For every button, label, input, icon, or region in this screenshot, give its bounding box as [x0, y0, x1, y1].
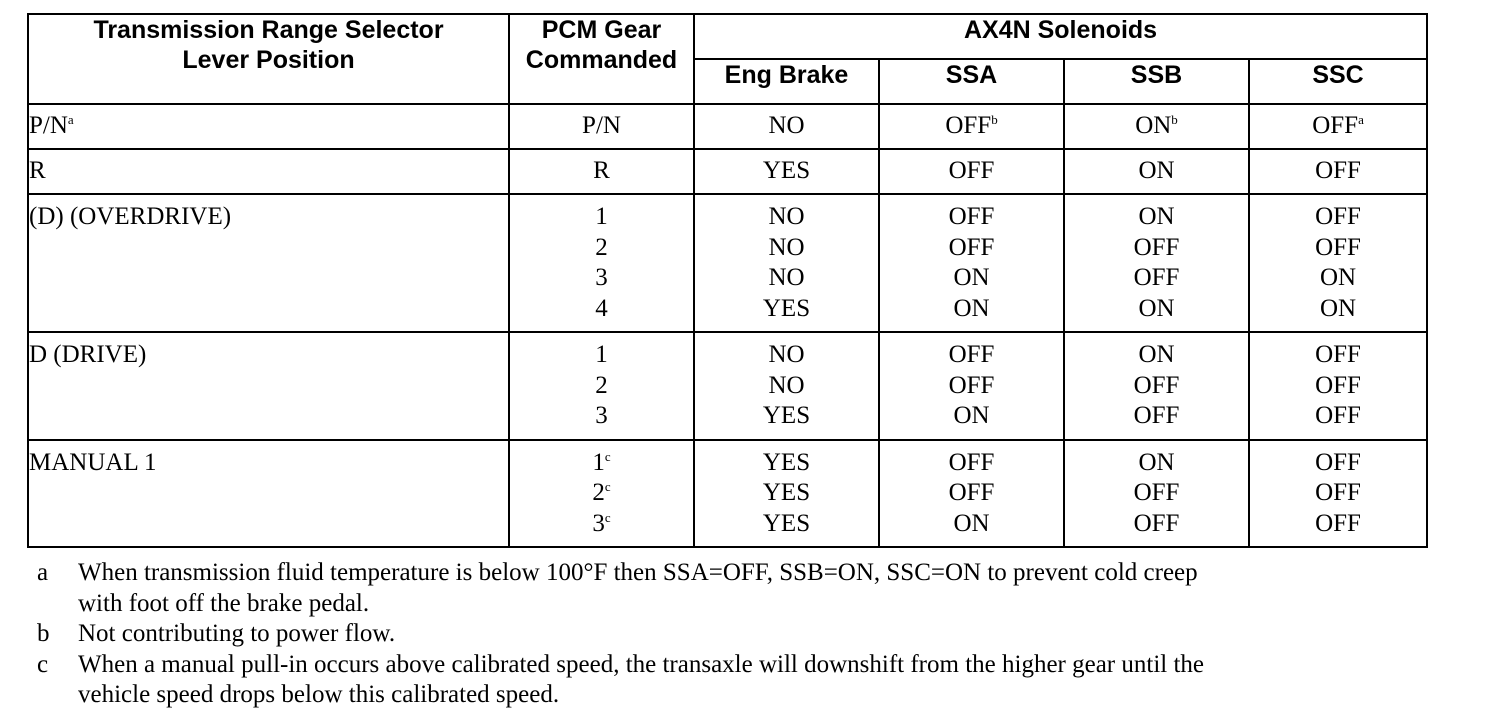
table-row: [28, 440, 1427, 548]
footnotes: [37, 558, 1437, 711]
gear-commanded-value: [510, 156, 693, 187]
ssc-text: OFF: [1315, 479, 1361, 506]
eng-brake-value: [695, 371, 878, 402]
ssc-text: OFF: [1315, 448, 1361, 476]
ssb-value: [1065, 156, 1248, 187]
ssa-text: ON: [953, 402, 990, 429]
ssc-text: OFF: [1315, 371, 1361, 399]
ssc-text: OFF: [1315, 509, 1361, 537]
ssc-value: [1250, 233, 1426, 264]
ssa-text: OFF: [948, 448, 995, 476]
footnote-line: Not contributing to power flow.: [78, 620, 396, 647]
cell-ssc: [1249, 332, 1427, 440]
ssb-value: [1065, 478, 1248, 509]
footnote-ref: b: [1171, 112, 1178, 128]
ssa-text: OFF: [945, 112, 992, 140]
cell-ssc: [1249, 194, 1427, 332]
solenoid-table: [27, 13, 1428, 548]
ssb-text: ON: [1138, 157, 1175, 185]
ssb-value: [1065, 371, 1248, 402]
cell-eng-brake: [694, 149, 879, 194]
table-row: [28, 104, 1427, 149]
ssc-value: [1250, 202, 1426, 233]
eng-brake-text: YES: [762, 402, 811, 429]
ssb-text: OFF: [1133, 479, 1180, 506]
gear-commanded-text: 3: [592, 509, 605, 537]
gear-commanded-text: 4: [595, 294, 608, 322]
cell-eng-brake: [694, 440, 879, 548]
ssa-text: OFF: [948, 203, 995, 230]
ssc-text: ON: [1319, 294, 1357, 322]
cell-ssa: [879, 440, 1064, 548]
gear-commanded-text: 2: [592, 479, 605, 506]
cell-ssa: [879, 194, 1064, 332]
gear-commanded-value: [510, 340, 693, 371]
cell-ssb: [1064, 104, 1249, 149]
ssc-text: OFF: [1315, 157, 1361, 185]
gear-commanded-value: [510, 371, 693, 402]
ssa-value: [880, 263, 1063, 294]
footnote-ref: c: [604, 509, 611, 525]
ssc-text: OFF: [1315, 402, 1361, 429]
eng-brake-value: [695, 340, 878, 371]
header-ssa: SSA: [879, 59, 1064, 104]
footnote-mark: b: [37, 620, 50, 647]
ssa-value: [880, 156, 1063, 187]
footnote-line: When a manual pull-in occurs above calibrated speed, the transaxle will downshift from the higher gear until the: [78, 650, 1205, 678]
cell-ssb: [1064, 194, 1249, 332]
eng-brake-text: YES: [762, 157, 811, 185]
ssb-value: [1065, 509, 1248, 540]
ssc-value: [1250, 294, 1426, 325]
footnote-mark: a: [37, 559, 49, 586]
eng-brake-value: [695, 478, 878, 509]
ssa-text: ON: [953, 294, 990, 322]
header-ssb: SSB: [1064, 59, 1249, 104]
ssc-value: [1250, 156, 1426, 187]
ssc-value: [1250, 509, 1426, 540]
cell-lever-position: [28, 194, 509, 332]
gear-commanded-text: 3: [595, 402, 608, 429]
ssc-value: [1250, 371, 1426, 402]
gear-commanded-text: P/N: [582, 112, 621, 140]
header-gear: [509, 14, 694, 104]
gear-commanded-value: [510, 111, 693, 142]
footnote-ref: b: [991, 112, 998, 128]
ssa-text: OFF: [948, 479, 995, 506]
eng-brake-value: [695, 233, 878, 264]
ssb-text: ON: [1138, 203, 1175, 230]
ssb-value: [1065, 233, 1248, 264]
cell-gear-commanded: [509, 149, 694, 194]
header-position-line-2: Lever Position: [182, 46, 355, 74]
eng-brake-text: YES: [762, 479, 811, 506]
eng-brake-value: [695, 509, 878, 540]
footnote-mark: c: [37, 650, 49, 678]
cell-ssa: [879, 104, 1064, 149]
ssb-text: OFF: [1133, 233, 1180, 261]
gear-commanded-value: [510, 448, 693, 479]
ssb-text: ON: [1138, 448, 1175, 476]
ssc-value: [1250, 263, 1426, 294]
cell-ssc: [1249, 149, 1427, 194]
cell-ssc: [1249, 104, 1427, 149]
eng-brake-text: NO: [768, 264, 805, 291]
header-gear-line-1: PCM Gear: [541, 16, 662, 44]
ssc-text: ON: [1319, 264, 1357, 291]
eng-brake-text: YES: [762, 294, 811, 322]
ssa-value: [880, 340, 1063, 371]
eng-brake-text: YES: [762, 448, 811, 476]
footnote-ref: c: [604, 479, 611, 494]
eng-brake-value: [695, 294, 878, 325]
ssa-value: [880, 294, 1063, 325]
footnote: [37, 650, 1437, 711]
footnote-text: [78, 558, 1437, 619]
eng-brake-text: YES: [762, 509, 811, 537]
lever-position-text: P/N: [29, 112, 68, 140]
ssb-value: [1065, 202, 1248, 233]
ssb-text: OFF: [1133, 509, 1180, 537]
ssc-text: OFF: [1315, 341, 1361, 368]
ssa-value: [880, 371, 1063, 402]
ssa-value: [880, 401, 1063, 432]
footnote-line: When transmission fluid temperature is below 100°F then SSA=OFF, SSB=ON, SSC=ON to prevent cold creep: [78, 559, 1198, 586]
header-position-line-1: Transmission Range Selector: [93, 16, 444, 44]
ssa-value: [880, 478, 1063, 509]
eng-brake-value: [695, 448, 878, 479]
eng-brake-text: NO: [768, 112, 805, 140]
eng-brake-value: [695, 263, 878, 294]
ssb-value: [1065, 448, 1248, 479]
ssb-text: OFF: [1133, 402, 1180, 429]
cell-lever-position: [28, 104, 509, 149]
cell-lever-position: [28, 332, 509, 440]
footnote: [37, 558, 1437, 619]
table-row: [28, 149, 1427, 194]
ssb-text: ON: [1138, 294, 1175, 322]
cell-ssa: [879, 332, 1064, 440]
eng-brake-text: NO: [768, 233, 805, 261]
ssa-text: ON: [953, 264, 990, 291]
header-solenoids-group: AX4N Solenoids: [694, 14, 1427, 59]
eng-brake-text: NO: [768, 341, 805, 368]
ssa-value: [880, 111, 1063, 142]
footnote-line: vehicle speed drops below this calibrated speed.: [78, 681, 560, 708]
eng-brake-text: NO: [768, 371, 805, 399]
footnote-ref: c: [604, 448, 611, 464]
gear-commanded-value: [510, 509, 693, 540]
ssa-text: ON: [953, 509, 990, 537]
ssb-value: [1065, 340, 1248, 371]
eng-brake-text: NO: [768, 203, 805, 230]
eng-brake-value: [695, 401, 878, 432]
cell-ssa: [879, 149, 1064, 194]
eng-brake-value: [695, 156, 878, 187]
lever-position-text: (D) (OVERDRIVE): [29, 203, 232, 230]
ssb-value: [1065, 111, 1248, 142]
table-body: [28, 104, 1427, 547]
header-ssc: SSC: [1249, 59, 1427, 104]
footnote-text: [78, 619, 1437, 650]
gear-commanded-value: [510, 263, 693, 294]
lever-position-text: D (DRIVE): [29, 341, 147, 368]
cell-gear-commanded: [509, 104, 694, 149]
footnote-ref: a: [67, 112, 74, 128]
header-gear-line-2: Commanded: [525, 46, 678, 74]
ssc-value: [1250, 111, 1426, 142]
eng-brake-value: [695, 111, 878, 142]
ssb-text: ON: [1135, 112, 1172, 140]
ssa-value: [880, 202, 1063, 233]
footnote-line: with foot off the brake pedal.: [78, 589, 370, 617]
eng-brake-value: [695, 202, 878, 233]
footnote-ref: a: [1358, 112, 1364, 128]
cell-ssc: [1249, 440, 1427, 548]
cell-lever-position: [28, 149, 509, 194]
ssb-value: [1065, 263, 1248, 294]
ssc-value: [1250, 401, 1426, 432]
ssa-text: OFF: [948, 341, 995, 368]
lever-position-text: MANUAL 1: [29, 448, 157, 476]
gear-commanded-text: 1: [592, 448, 605, 476]
gear-commanded-text: 1: [595, 341, 608, 368]
ssc-text: OFF: [1315, 203, 1361, 230]
ssc-value: [1250, 478, 1426, 509]
cell-ssb: [1064, 440, 1249, 548]
gear-commanded-value: [510, 401, 693, 432]
lever-position-text: R: [29, 157, 46, 185]
cell-ssb: [1064, 332, 1249, 440]
cell-lever-position: [28, 440, 509, 548]
cell-gear-commanded: [509, 440, 694, 548]
gear-commanded-text: 2: [595, 371, 608, 399]
cell-eng-brake: [694, 332, 879, 440]
gear-commanded-text: R: [593, 157, 610, 185]
table-header: [28, 14, 1427, 104]
ssc-text: OFF: [1315, 233, 1361, 261]
ssa-text: OFF: [948, 371, 995, 399]
ssb-value: [1065, 294, 1248, 325]
ssc-text: OFF: [1312, 112, 1359, 140]
header-eng-brake: Eng Brake: [694, 59, 879, 104]
cell-ssb: [1064, 149, 1249, 194]
gear-commanded-value: [510, 294, 693, 325]
cell-gear-commanded: [509, 332, 694, 440]
ssa-value: [880, 448, 1063, 479]
cell-eng-brake: [694, 104, 879, 149]
cell-gear-commanded: [509, 194, 694, 332]
table-row: [28, 332, 1427, 440]
cell-eng-brake: [694, 194, 879, 332]
table-row: [28, 194, 1427, 332]
gear-commanded-text: 3: [595, 264, 608, 291]
header-position: [28, 14, 509, 104]
ssb-text: OFF: [1133, 264, 1180, 291]
gear-commanded-value: [510, 478, 693, 509]
ssa-value: [880, 509, 1063, 540]
gear-commanded-value: [510, 202, 693, 233]
ssb-value: [1065, 401, 1248, 432]
ssc-value: [1250, 340, 1426, 371]
ssb-text: ON: [1138, 341, 1175, 368]
ssa-text: OFF: [948, 157, 995, 185]
footnote-text: [78, 650, 1437, 711]
footnote: [37, 619, 1437, 650]
gear-commanded-text: 1: [595, 203, 608, 230]
gear-commanded-value: [510, 233, 693, 264]
ssa-text: OFF: [948, 233, 995, 261]
ssa-value: [880, 233, 1063, 264]
gear-commanded-text: 2: [595, 233, 608, 261]
ssc-value: [1250, 448, 1426, 479]
ssb-text: OFF: [1133, 371, 1180, 399]
